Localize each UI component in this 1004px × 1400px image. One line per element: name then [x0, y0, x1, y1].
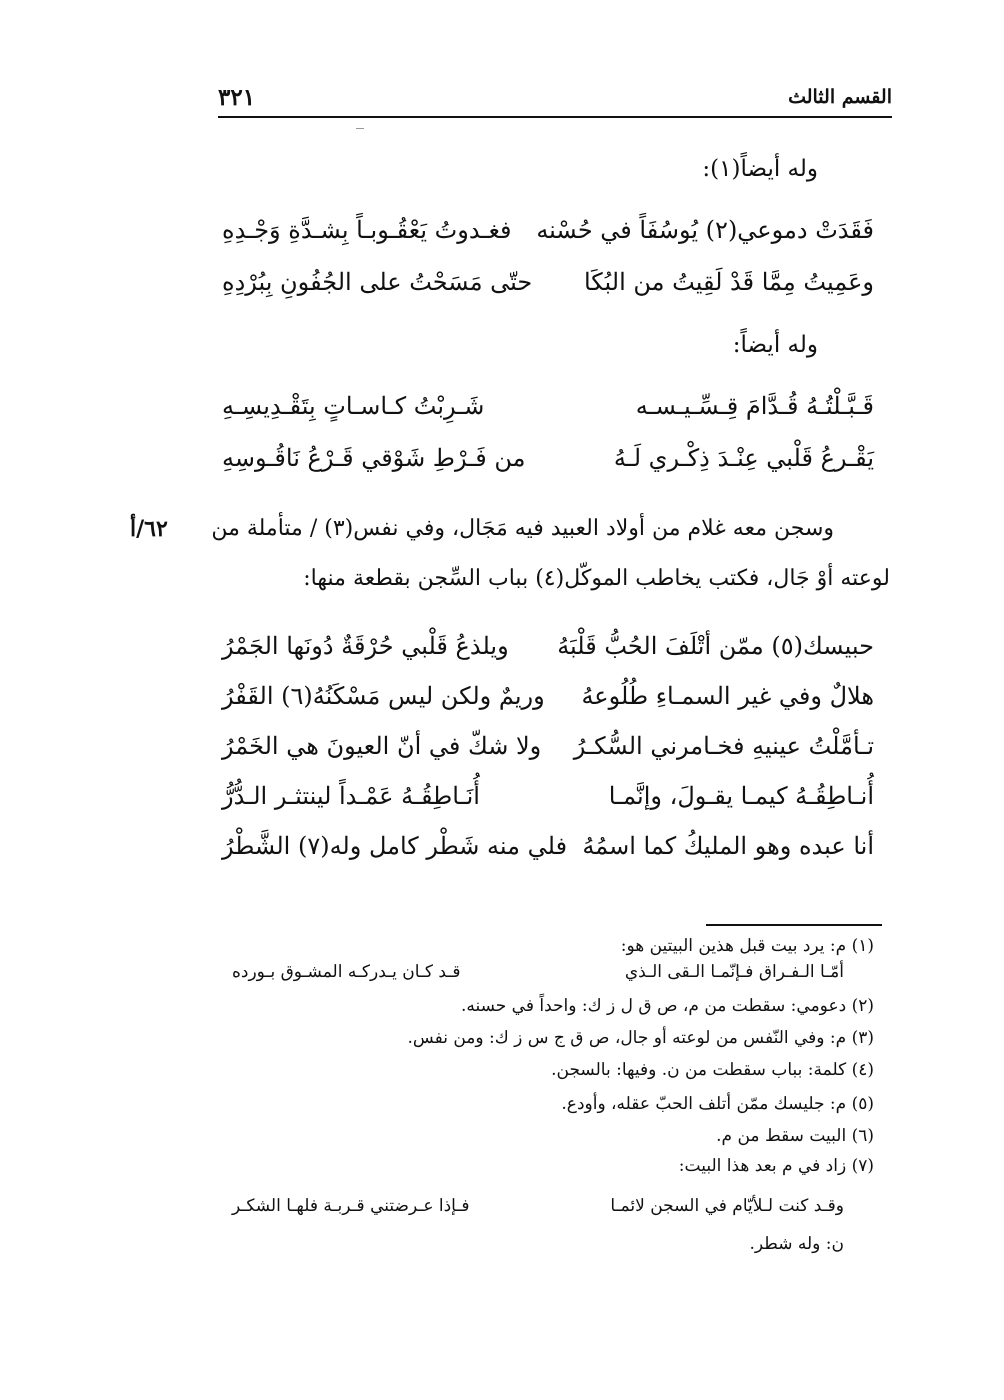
poem2-verse-2-second-hemistich: من فَـرْطِ شَوْقي قَـرْعُ نَاقُـوسِهِ [222, 444, 526, 472]
prose-line-1-text: وسجن معه غلام من أولاد العبيد فيه مَجَال، وفي نفس(٣) / متأملة من [211, 516, 834, 541]
poem2-verse-1 [222, 392, 874, 436]
poem3-verse-1 [222, 632, 874, 676]
footnote-1-verse-second-hemistich: قـد كـان يـدركـه المشـوق بـورده [232, 962, 461, 982]
poem1-verse-2 [222, 268, 874, 312]
footnote-7: (٧) زاد في م بعد هذا البيت: [678, 1156, 874, 1176]
page-number: ٣٢١ [218, 84, 256, 111]
poem3-verse-1-second-hemistich: ويلذعُ قَلْبي حُرْقَةٌ دُونَها الجَمْرُ [222, 632, 509, 660]
footnote-7-verse [232, 1196, 844, 1224]
footnote-2: (٢) دعومي: سقطت من م، ص ق ل ز ك: واحداً في حسنه. [460, 996, 874, 1016]
poem3-verse-5 [222, 832, 874, 876]
scan-mark [356, 128, 364, 129]
footnote-4: (٤) كلمة: بباب سقطت من ن. وفيها: بالسجن. [551, 1060, 874, 1080]
header-rule [218, 116, 892, 118]
footnote-1: (١) م: يرد بيت قبل هذين البيتين هو: [620, 936, 874, 956]
poem3-verse-2-second-hemistich: وريمٌ ولكن ليس مَسْكَنُهُ(٦) القَفْرُ [222, 682, 545, 710]
poem2-verse-1-second-hemistich: شَـرِبْتُ كـاسـاتٍ بِتَقْـدِيسِـهِ [222, 392, 485, 420]
poem1-verse-1-second-hemistich: فغـدوتُ يَعْقُـوبـاً بِشـدَّةِ وَجْـدِهِ [222, 216, 512, 244]
poem2-verse-2-first-hemistich: يَقْـرعُ قَلْبي عِنْـدَ ذِكْـري لَـهُ [613, 444, 874, 472]
poem3-verse-5-first-hemistich: أنا عبده وهو المليكُ كما اسمُهُ [582, 832, 874, 860]
poem3-verse-4-first-hemistich: أُنـاطِقُـهُ كيمـا يقـولَ، وإنَّمـا [608, 782, 874, 810]
poem1-verse-1-first-hemistich: فَقَدَتْ دموعي(٢) يُوسُفَاً في حُسْنه [536, 216, 874, 244]
poem3-verse-4 [222, 782, 874, 826]
poem3-verse-3-second-hemistich: ولا شكّ في أنّ العيونَ هي الخَمْرُ [222, 732, 542, 760]
poem3-verse-4-second-hemistich: أُنَـاطِقُـهُ عَمْـداً لينتثـر الـدُّرُّ [222, 782, 480, 810]
poem3-verse-2 [222, 682, 874, 726]
poem3-verse-1-first-hemistich: حبيسك(٥) ممّن أتْلَفَ الحُبُّ قَلْبَهُ [557, 632, 874, 660]
poem2-verse-1-first-hemistich: قَـبَّـلْتُـهُ قُـدَّامَ قِـسِّـيـسـه [635, 392, 874, 420]
poem3-verse-3-first-hemistich: تـأمَّلْتُ عينيهِ فخـامرني السُّكـرُ [573, 732, 874, 760]
poem2-verse-2 [222, 444, 874, 488]
footnote-rule [706, 924, 882, 926]
poem3-verse-5-second-hemistich: فلي منه شَطْر كامل وله(٧) الشَّطْرُ [222, 832, 568, 860]
footnote-3: (٣) م: وفي النّفس من لوعته أو جال، ص ق ج س ز ك: ومن نفس. [407, 1028, 874, 1048]
prose-line-1 [130, 516, 834, 542]
running-head [218, 86, 892, 120]
footnote-6: (٦) البيت سقط من م. [716, 1126, 874, 1146]
poem3-verse-3 [222, 732, 874, 776]
poem2-intro: وله أيضاً: [732, 332, 818, 358]
section-title: القسم الثالث [788, 86, 892, 108]
footnote-7-verse-second-hemistich: فـإذا عـرضتني قـربـة فلهـا الشكـر [232, 1196, 470, 1216]
footnote-7-verse-first-hemistich: وقـد كنت لـلأيّام في السجن لائمـا [610, 1196, 844, 1216]
poem1-verse-2-first-hemistich: وعَمِيتُ مِمَّا قَدْ لَقِيتُ من البُكَا [583, 268, 874, 296]
poem1-verse-1 [222, 216, 874, 260]
poem3-verse-2-first-hemistich: هلالٌ وفي غير السمـاءِ طُلُوعهُ [581, 682, 874, 710]
footnote-1-verse [232, 962, 844, 990]
margin-folio-note: ٦٢/أ [130, 516, 168, 542]
footnote-7-note: ن: وله شطر. [749, 1234, 844, 1254]
footnote-5: (٥) م: جليسك ممّن أتلف الحبّ عقله، وأودع. [561, 1094, 874, 1114]
prose-line-2: لوعته أوْ جَال، فكتب يخاطب الموكّل(٤) بباب السِّجن بقطعة منها: [303, 566, 890, 591]
footnote-1-verse-first-hemistich: أمّـا الـفـراق فـإنّمـا الـقى الـذي [624, 962, 844, 982]
poem1-intro: وله أيضاً(١): [702, 156, 818, 182]
poem1-verse-2-second-hemistich: حتّى مَسَحْتُ على الجُفُونِ بِبُرْدِهِ [222, 268, 533, 296]
